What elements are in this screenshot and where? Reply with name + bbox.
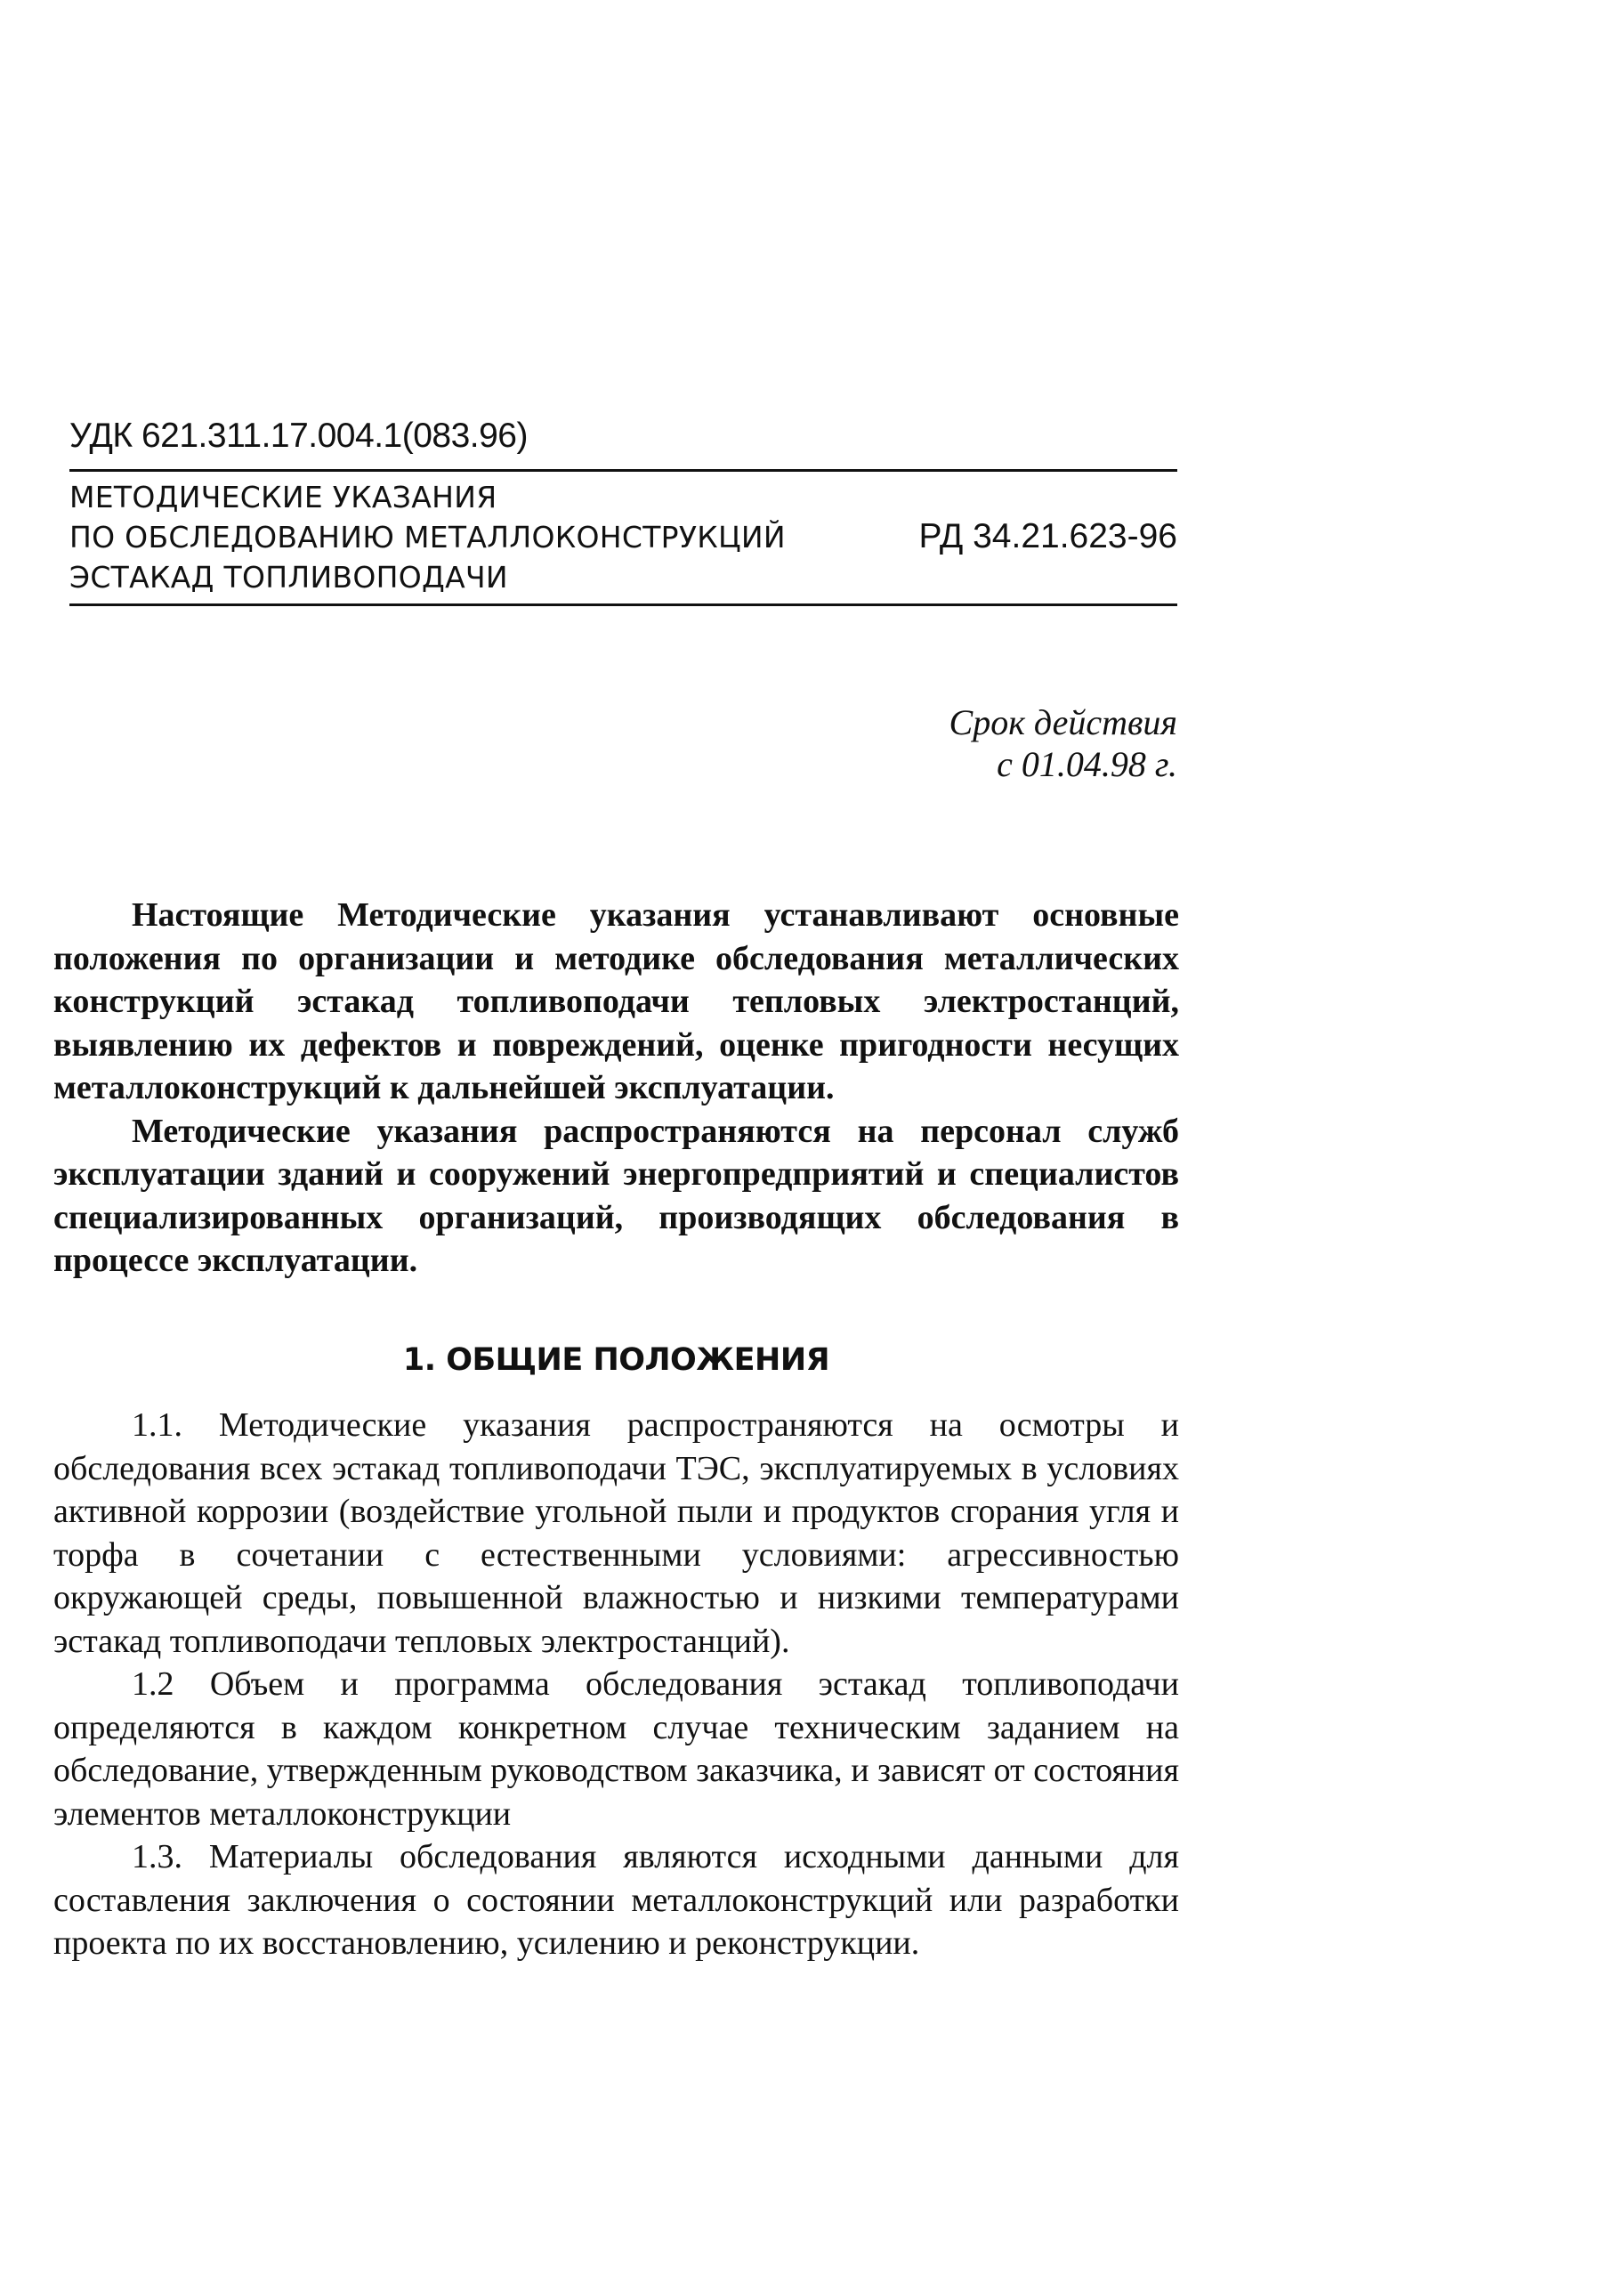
intro-paragraph: Настоящие Методические указания устанавливают основные положения по организации и методике обследования металлических конструкций эстакад топливоподачи тепловых электростанций, выявлению их дефектов и повреждений, оценке пригодности несущих металлоконструкций к дальнейшей эксплуатации.: [53, 896, 1179, 1106]
title-line: МЕТОДИЧЕСКИЕ УКАЗАНИЯ: [69, 480, 497, 514]
validity-period: [949, 701, 1177, 785]
intro-paragraph: Методические указания распространяются на персонал служб эксплуатации зданий и сооружений энергопредприятий и специалистов специализированных организаций, производящих обследования в процессе эксплуатации.: [53, 1112, 1179, 1279]
title-line: ЭСТАКАД ТОПЛИВОПОДАЧИ: [69, 560, 508, 595]
document-code: РД 34.21.623-96: [918, 517, 1177, 555]
section-heading: 1. ОБЩИЕ ПОЛОЖЕНИЯ: [402, 1342, 830, 1378]
validity-label: Срок действия: [949, 702, 1177, 742]
section-paragraph: 1.3. Материалы обследования являются исходными данными для составления заключения о состоянии металлоконструкций или разработки проекта по их восстановлению, усилению и реконструкции.: [53, 1838, 1179, 1962]
section-text: [53, 1404, 1179, 1965]
document-title: [69, 477, 786, 597]
validity-date: с 01.04.98 г.: [997, 744, 1177, 784]
section-paragraph: 1.2 Объем и программа обследования эстакад топливоподачи определяются в каждом конкретном случае техническим заданием на обследование, утвержденным руководством заказчика, и зависят от состояния элементов металлоконструкции: [53, 1665, 1179, 1833]
header-bottom-rule: [69, 603, 1177, 606]
header-top-rule: [69, 469, 1177, 472]
udk-code: УДК 621.311.17.004.1(083.96): [69, 417, 528, 455]
intro-text: [53, 894, 1179, 1283]
section-paragraph: 1.1. Методические указания распространяются на осмотры и обследования всех эстакад топливоподачи ТЭС, эксплуатируемых в условиях активной коррозии (воздействие угольной пыли и продуктов сгорания угля и торфа в сочетании с естественными условиями: агрессивностью окружающей среды, повышенной влажностью и низкими температурами эстакад топливоподачи тепловых электростанций).: [53, 1406, 1179, 1660]
title-line: ПО ОБСЛЕДОВАНИЮ МЕТАЛЛОКОНСТРУКЦИЙ: [69, 520, 786, 555]
